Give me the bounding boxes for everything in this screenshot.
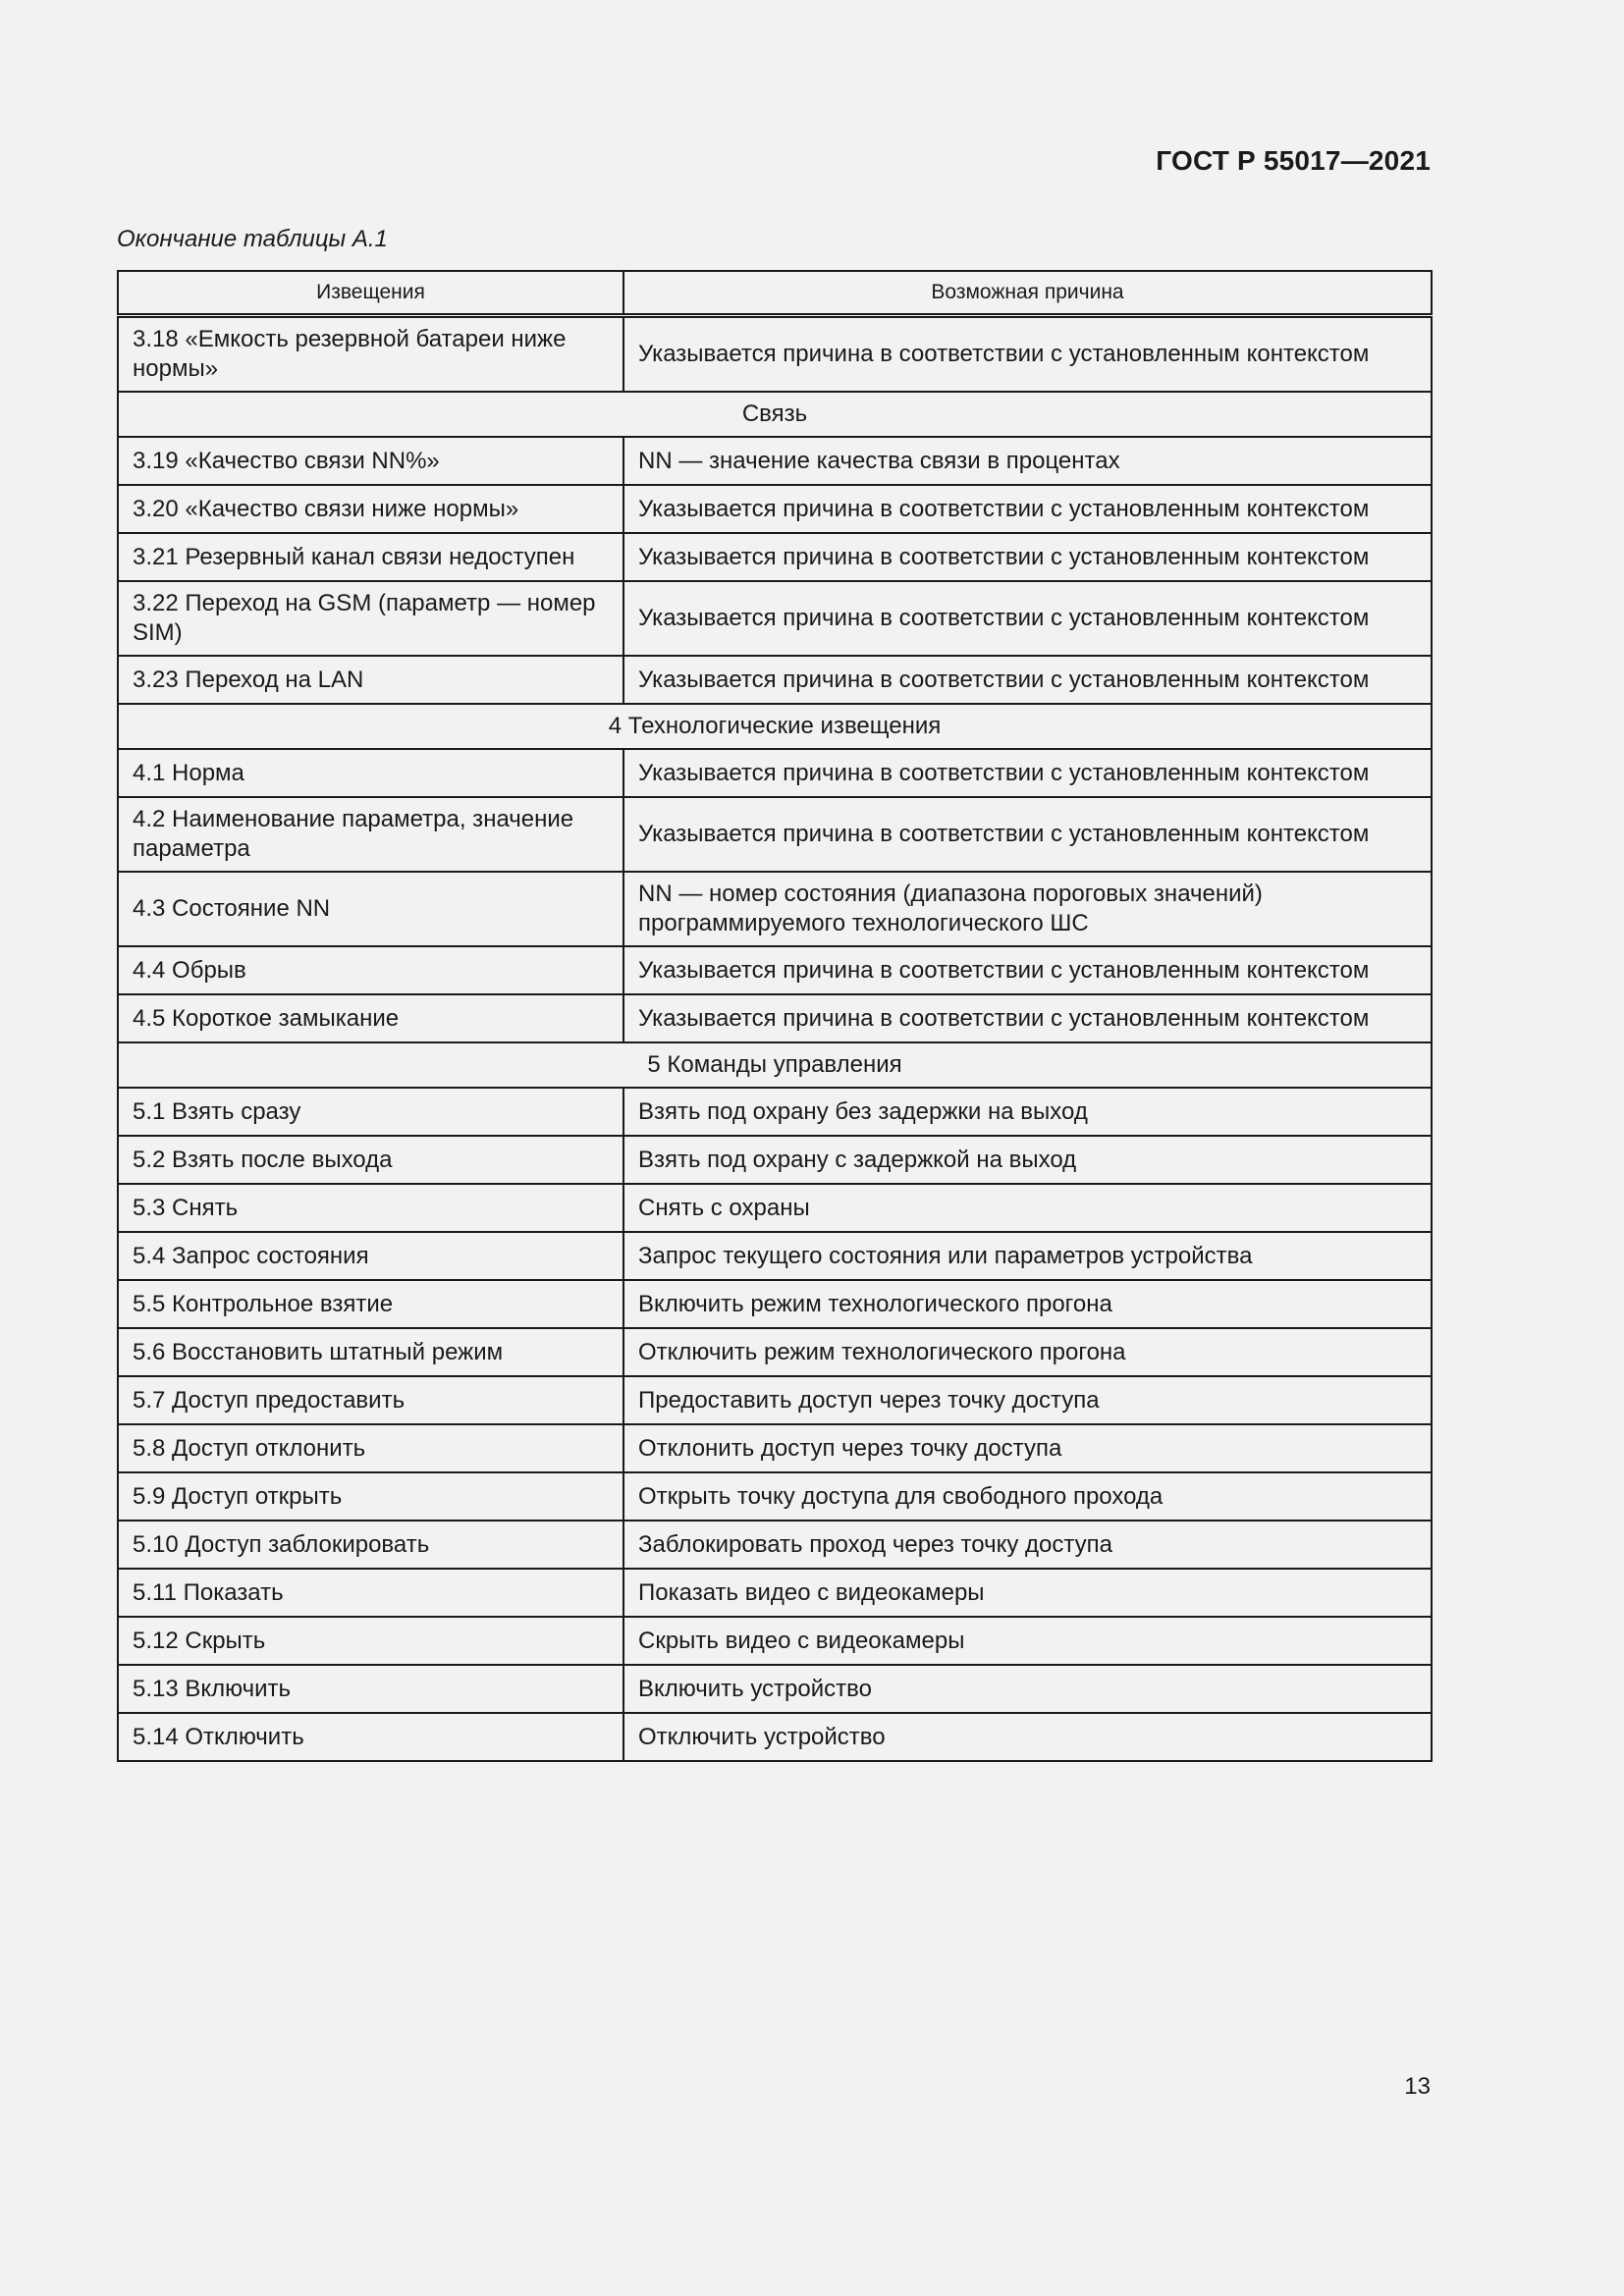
notice-cell: 5.2 Взять после выхода [118, 1136, 623, 1184]
reason-cell: Указывается причина в соответствии с установленным контекстом [623, 581, 1432, 656]
table-row [118, 533, 1432, 581]
reason-cell: Взять под охрану с задержкой на выход [623, 1136, 1432, 1184]
table-row [118, 994, 1432, 1042]
table-row [118, 1328, 1432, 1376]
table-row [118, 749, 1432, 797]
reason-cell: Заблокировать проход через точку доступа [623, 1521, 1432, 1569]
notice-cell: 3.21 Резервный канал связи недоступен [118, 533, 623, 581]
reason-cell: Отклонить доступ через точку доступа [623, 1424, 1432, 1472]
table-row [118, 1569, 1432, 1617]
reason-cell: Включить режим технологического прогона [623, 1280, 1432, 1328]
reason-cell: Запрос текущего состояния или параметров устройства [623, 1232, 1432, 1280]
reason-cell: Указывается причина в соответствии с установленным контекстом [623, 994, 1432, 1042]
table-row [118, 1184, 1432, 1232]
table-row [118, 1136, 1432, 1184]
reason-cell: Указывается причина в соответствии с установленным контекстом [623, 533, 1432, 581]
table-body [118, 316, 1432, 1762]
table-row [118, 1665, 1432, 1713]
section-row [118, 1042, 1432, 1088]
notice-cell: 5.14 Отключить [118, 1713, 623, 1761]
reason-cell: Отключить режим технологического прогона [623, 1328, 1432, 1376]
table-row [118, 1280, 1432, 1328]
table-row [118, 1088, 1432, 1136]
reason-cell: Снять с охраны [623, 1184, 1432, 1232]
reason-cell: Указывается причина в соответствии с установленным контекстом [623, 797, 1432, 872]
table-row [118, 316, 1432, 393]
notice-cell: 5.9 Доступ открыть [118, 1472, 623, 1521]
reason-cell: Открыть точку доступа для свободного прохода [623, 1472, 1432, 1521]
header-row [118, 271, 1432, 316]
notice-cell: 4.2 Наименование параметра, значение параметра [118, 797, 623, 872]
reason-cell: NN — номер состояния (диапазона пороговых значений) программируемого технологического ШС [623, 872, 1432, 946]
table-row [118, 437, 1432, 485]
reason-cell: Указывается причина в соответствии с установленным контекстом [623, 946, 1432, 994]
table-row [118, 872, 1432, 946]
notice-cell: 5.11 Показать [118, 1569, 623, 1617]
reason-cell: Скрыть видео с видеокамеры [623, 1617, 1432, 1665]
table-row [118, 946, 1432, 994]
notice-cell: 5.1 Взять сразу [118, 1088, 623, 1136]
section-row [118, 392, 1432, 437]
table-row [118, 485, 1432, 533]
table-row [118, 1376, 1432, 1424]
notice-cell: 4.4 Обрыв [118, 946, 623, 994]
reason-cell: Указывается причина в соответствии с установленным контекстом [623, 656, 1432, 704]
reason-cell: Отключить устройство [623, 1713, 1432, 1761]
notice-cell: 4.3 Состояние NN [118, 872, 623, 946]
notice-cell: 5.12 Скрыть [118, 1617, 623, 1665]
reason-cell: Указывается причина в соответствии с установленным контекстом [623, 749, 1432, 797]
notice-cell: 3.22 Переход на GSM (параметр — номер SIM) [118, 581, 623, 656]
notice-cell: 3.23 Переход на LAN [118, 656, 623, 704]
section-row [118, 704, 1432, 749]
notice-cell: 5.6 Восстановить штатный режим [118, 1328, 623, 1376]
reason-cell: Включить устройство [623, 1665, 1432, 1713]
column-header-reason: Возможная причина [623, 271, 1432, 316]
document-code: ГОСТ Р 55017—2021 [1156, 145, 1431, 176]
reason-cell: NN — значение качества связи в процентах [623, 437, 1432, 485]
notice-cell: 3.18 «Емкость резервной батареи ниже нормы» [118, 316, 623, 393]
reason-cell: Указывается причина в соответствии с установленным контекстом [623, 485, 1432, 533]
reason-cell: Указывается причина в соответствии с установленным контекстом [623, 316, 1432, 393]
column-header-notice: Извещения [118, 271, 623, 316]
notices-table [117, 270, 1433, 1762]
notice-cell: 4.5 Короткое замыкание [118, 994, 623, 1042]
section-label: 5 Команды управления [118, 1042, 1432, 1088]
table-row [118, 1424, 1432, 1472]
notice-cell: 5.5 Контрольное взятие [118, 1280, 623, 1328]
notice-cell: 4.1 Норма [118, 749, 623, 797]
table-row [118, 1617, 1432, 1665]
notice-cell: 5.13 Включить [118, 1665, 623, 1713]
reason-cell: Показать видео с видеокамеры [623, 1569, 1432, 1617]
section-label: 4 Технологические извещения [118, 704, 1432, 749]
notice-cell: 5.7 Доступ предоставить [118, 1376, 623, 1424]
reason-cell: Предоставить доступ через точку доступа [623, 1376, 1432, 1424]
table-row [118, 581, 1432, 656]
section-label: Связь [118, 392, 1432, 437]
table-row [118, 797, 1432, 872]
page-number: 13 [1404, 2073, 1431, 2100]
table-row [118, 1232, 1432, 1280]
table-row [118, 1472, 1432, 1521]
reason-cell: Взять под охрану без задержки на выход [623, 1088, 1432, 1136]
notice-cell: 5.8 Доступ отклонить [118, 1424, 623, 1472]
table-head [118, 271, 1432, 316]
table-row [118, 1521, 1432, 1569]
table-row [118, 656, 1432, 704]
notice-cell: 5.10 Доступ заблокировать [118, 1521, 623, 1569]
notice-cell: 5.3 Снять [118, 1184, 623, 1232]
table-caption: Окончание таблицы А.1 [117, 226, 388, 252]
notice-cell: 5.4 Запрос состояния [118, 1232, 623, 1280]
notice-cell: 3.20 «Качество связи ниже нормы» [118, 485, 623, 533]
table-row [118, 1713, 1432, 1761]
notice-cell: 3.19 «Качество связи NN%» [118, 437, 623, 485]
